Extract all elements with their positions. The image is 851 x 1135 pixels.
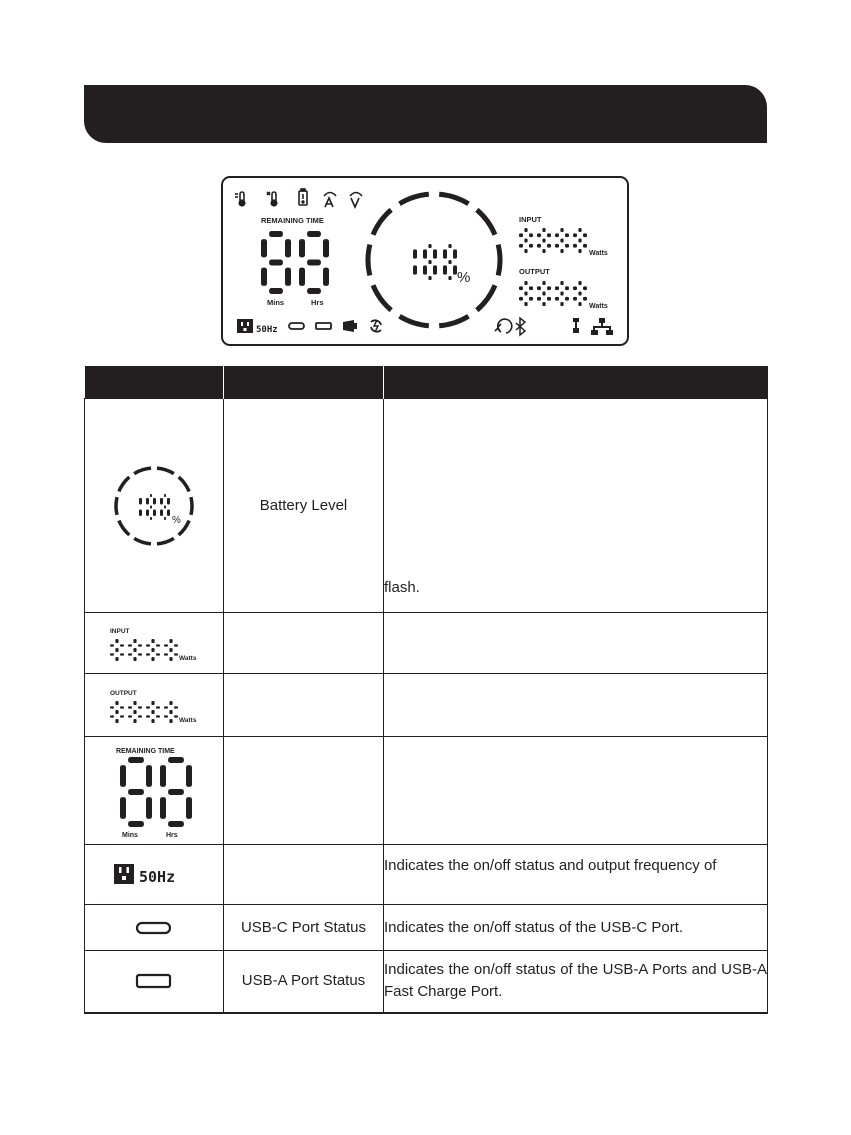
seven-segment-digit <box>164 701 178 723</box>
battery-ring-segment <box>373 285 391 310</box>
network-icon <box>591 318 613 335</box>
table-cell-description <box>384 845 768 905</box>
usb-a-port-icon <box>134 972 174 990</box>
remaining-time-icon <box>104 741 204 841</box>
fast-charge-icon <box>371 320 381 332</box>
battery-ring-segment <box>119 477 129 491</box>
battery-ring-segment <box>134 538 151 543</box>
battery-ring-segment <box>439 316 468 326</box>
table-row <box>85 737 768 845</box>
table-header-icon <box>85 366 224 399</box>
table-cell-description <box>384 737 768 845</box>
table-cell-icon <box>85 613 224 674</box>
car-port-icon <box>343 320 357 332</box>
table-cell-name <box>224 845 384 905</box>
input-label: INPUT <box>110 628 130 635</box>
overvoltage-icon <box>350 193 362 208</box>
table-header-row <box>85 366 768 399</box>
table-header-name <box>224 366 384 399</box>
table-row <box>85 613 768 674</box>
seven-segment-digit <box>299 231 329 294</box>
lcd-output-label: OUTPUT <box>519 267 550 276</box>
table-cell-icon <box>85 951 224 1013</box>
battery-ring-segment <box>157 468 174 473</box>
bluetooth-icon <box>516 318 525 335</box>
battery-ring-segment <box>368 245 370 276</box>
ac-output-description: Indicates the on/off status and output frequency of <box>384 857 717 874</box>
battery-ring-segment <box>134 468 151 473</box>
battery-ring <box>368 194 500 326</box>
seven-segment-digit <box>128 639 142 661</box>
usb-c-icon <box>289 323 304 329</box>
table-cell-description <box>384 674 768 737</box>
low-temperature-icon <box>267 192 277 206</box>
section-header-banner <box>84 85 767 143</box>
table-cell-icon <box>85 399 224 613</box>
table-row <box>85 674 768 737</box>
seven-segment-digit <box>139 498 142 516</box>
lcd-display-diagram <box>221 176 629 346</box>
overcurrent-icon <box>324 193 336 208</box>
seven-segment-digit <box>443 244 457 280</box>
table-cell-icon <box>85 674 224 737</box>
lcd-battery-digits <box>413 244 457 280</box>
table-cell-name: USB-C Port Status <box>224 905 384 951</box>
seven-segment-digit <box>519 228 533 253</box>
lcd-output-watts-label: Watts <box>589 303 608 310</box>
table-cell-name <box>224 613 384 674</box>
table-cell-name <box>224 674 384 737</box>
remaining-time-label: REMAINING TIME <box>116 747 175 755</box>
battery-ring-segment <box>157 538 174 543</box>
input-watts-label: Watts <box>179 655 197 662</box>
dc-port-icon <box>573 318 579 333</box>
battery-ring-segment <box>439 194 468 204</box>
seven-segment-digit <box>413 249 417 274</box>
seven-segment-digit <box>146 494 156 520</box>
table-cell-icon <box>85 737 224 845</box>
battery-ring-segment <box>179 477 189 491</box>
eco-mode-icon <box>495 319 512 333</box>
table-cell-name <box>224 737 384 845</box>
output-watts-label: Watts <box>179 717 197 724</box>
seven-segment-digit <box>555 228 569 253</box>
battery-ring-segment <box>119 520 129 534</box>
table-cell-icon <box>85 905 224 951</box>
seven-segment-digit <box>160 494 170 520</box>
battery-percent-sign: % <box>172 514 181 526</box>
ac-output-icon <box>112 862 196 888</box>
output-watts-icon <box>104 681 204 729</box>
table-cell-name: USB-A Port Status <box>224 951 384 1013</box>
seven-segment-digit <box>128 701 142 723</box>
seven-segment-digit <box>573 228 587 253</box>
table-cell-icon <box>85 845 224 905</box>
table-cell-description: Indicates the on/off status of the USB-A Ports and USB-A Fast Charge Port. <box>384 951 768 1013</box>
seven-segment-digit <box>537 281 551 306</box>
lcd-hrs-label: Hrs <box>311 298 324 307</box>
battery-ring-segment <box>116 497 117 515</box>
ac-outlet-icon <box>237 319 253 333</box>
high-temperature-icon <box>235 192 245 206</box>
battery-ring-segment <box>498 245 500 276</box>
input-watts-icon <box>104 619 204 667</box>
table-row <box>85 951 768 1013</box>
seven-segment-digit <box>423 244 437 280</box>
seven-segment-digit <box>555 281 569 306</box>
usb-c-port-icon <box>134 920 174 936</box>
battery-ring-segment <box>477 285 495 310</box>
lcd-input-watts-label: Watts <box>589 250 608 257</box>
seven-segment-digit <box>110 639 124 661</box>
seven-segment-digit <box>261 231 291 294</box>
lcd-output-digits <box>519 281 587 306</box>
ac-frequency-label: 50Hz <box>139 867 176 886</box>
hrs-label: Hrs <box>166 831 178 839</box>
usb-a-icon <box>316 323 331 329</box>
table-cell-description: Indicates the on/off status of the USB-C Port. <box>384 905 768 951</box>
battery-ring-segment <box>373 210 391 235</box>
battery-ring-segment <box>400 194 429 204</box>
battery-warning-icon <box>299 189 307 205</box>
lcd-remaining-time-label: REMAINING TIME <box>261 216 324 225</box>
lcd-frequency-label: 50Hz <box>256 325 278 335</box>
lcd-input-label: INPUT <box>519 215 542 224</box>
seven-segment-digit <box>146 639 160 661</box>
lcd-remaining-time-digits <box>261 231 329 294</box>
indicator-table <box>84 366 768 1014</box>
seven-segment-digit <box>146 701 160 723</box>
lcd-percent-sign: % <box>457 269 471 286</box>
table-row <box>85 399 768 613</box>
seven-segment-digit <box>573 281 587 306</box>
seven-segment-digit <box>537 228 551 253</box>
battery-ring-segment <box>400 316 429 326</box>
battery-level-description: flash. <box>384 578 420 596</box>
seven-segment-digit <box>164 639 178 661</box>
table-cell-description <box>384 399 768 613</box>
table-row <box>85 905 768 951</box>
battery-ring-segment <box>191 497 192 515</box>
mins-label: Mins <box>122 831 138 839</box>
table-header-description <box>384 366 768 399</box>
seven-segment-digit <box>519 281 533 306</box>
seven-segment-digit <box>120 757 152 827</box>
seven-segment-digit <box>160 757 192 827</box>
lcd-mins-label: Mins <box>267 298 285 307</box>
seven-segment-digit <box>110 701 124 723</box>
output-label: OUTPUT <box>110 690 137 697</box>
battery-ring-segment <box>477 210 495 235</box>
table-cell-description <box>384 613 768 674</box>
table-row <box>85 845 768 905</box>
table-cell-name: Battery Level <box>224 399 384 613</box>
battery-level-icon <box>112 464 196 548</box>
lcd-input-digits <box>519 228 587 253</box>
